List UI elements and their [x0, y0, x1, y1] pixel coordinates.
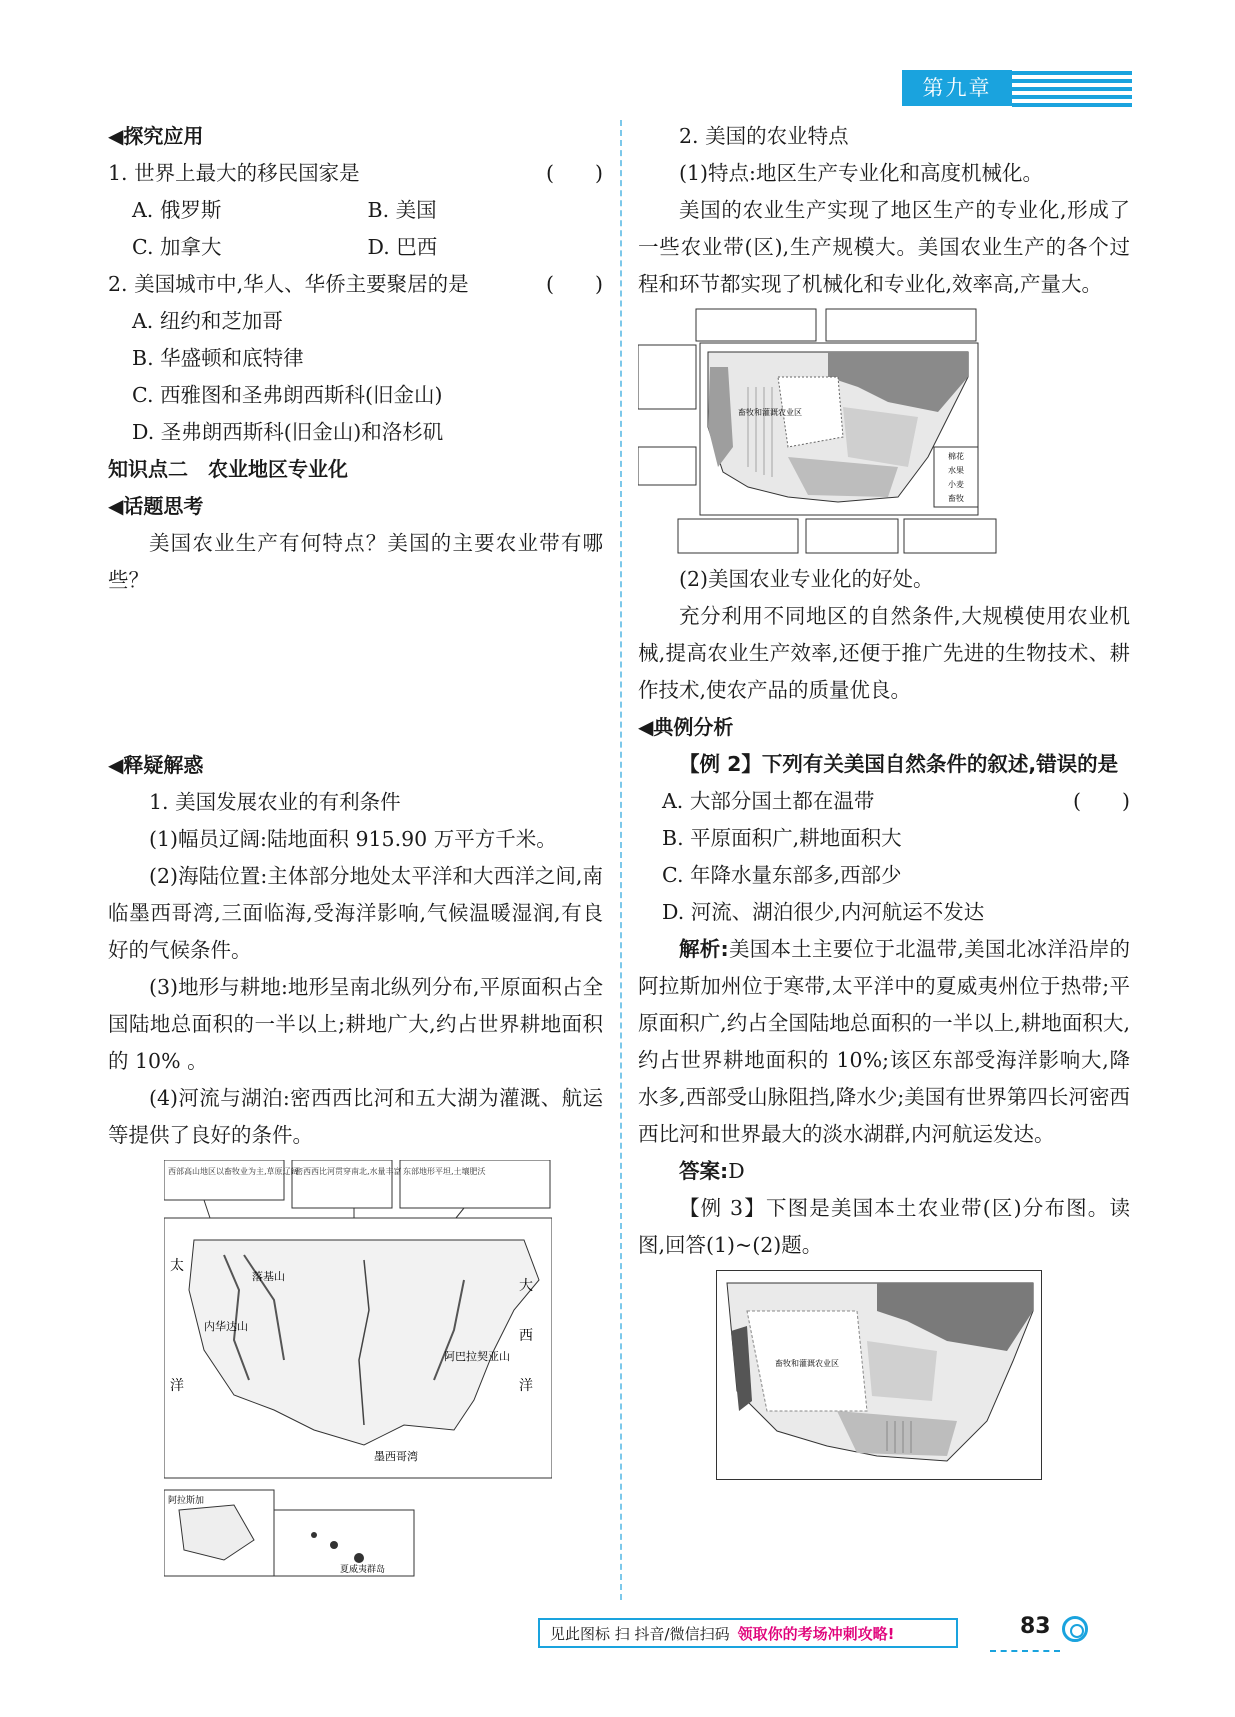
- footer-banner: 见此图标 扫 抖音/微信扫码 领取你的考场冲刺攻略!: [538, 1618, 958, 1648]
- map1-label-atlantic-3: 洋: [519, 1378, 533, 1394]
- map1-label-atlantic-2: 西: [519, 1328, 533, 1344]
- ex2-option-d: D. 河流、湖泊很少,内河航运不发达: [662, 900, 985, 924]
- q2-option-d: D. 圣弗朗西斯科(旧金山)和洛杉矶: [132, 420, 444, 444]
- section-example: ◀典例分析: [638, 715, 734, 739]
- map1-label-nevada: 内华达山: [204, 1320, 248, 1333]
- map1-label-rocky: 落基山: [252, 1270, 285, 1283]
- right-benefit-heading: (2)美国农业专业化的好处。: [679, 567, 934, 591]
- right-heading-2: 2. 美国的农业特点: [679, 124, 849, 148]
- map1-label-appalachian: 阿巴拉契亚山: [444, 1350, 510, 1363]
- page-ring-icon: [1062, 1616, 1088, 1642]
- page-number: 83: [1020, 1614, 1051, 1639]
- map1-label-pacific-ocean: 洋: [170, 1378, 184, 1394]
- map3-center-label: 畜牧和灌溉农业区: [775, 1359, 839, 1368]
- ex2-option-c: C. 年降水量东部多,西部少: [662, 863, 902, 887]
- us-terrain-map: [164, 1160, 552, 1578]
- answer: 答案:D: [679, 1159, 745, 1183]
- question-1: 1. 世界上最大的移民国家是 ( ): [108, 161, 603, 185]
- explain-1-3: (3)地形与耕地:地形呈南北纵列分布,平原面积占全国陆地总面积的一半以上;耕地广大,约占世界耕地面积的 10% 。: [108, 975, 603, 1073]
- map2-legend-1: 水果: [948, 466, 964, 475]
- map1-note-a: 西部高山地区以畜牧业为主,草原辽阔: [168, 1167, 299, 1176]
- ex2-option-a: A. 大部分国土都在温带: [662, 789, 875, 813]
- left-column: [108, 118, 603, 1578]
- map1-label-pacific: 太: [170, 1258, 184, 1274]
- map1-inset-alaska: 阿拉斯加: [168, 1496, 205, 1506]
- map2-legend-3: 畜牧: [948, 494, 964, 503]
- knowledge-point-2: 知识点二 农业地区专业化: [108, 457, 348, 481]
- section-explain: ◀释疑解惑: [108, 753, 204, 777]
- example-3-stem: 【例 3】下图是美国本土农业带(区)分布图。读图,回答(1)~(2)题。: [638, 1196, 1130, 1257]
- map1-label-atlantic-1: 大: [519, 1278, 533, 1294]
- right-feature: (1)特点:地区生产专业化和高度机械化。: [679, 161, 1043, 185]
- us-agri-belts-map-annotated: [638, 307, 998, 555]
- topic-text: 美国农业生产有何特点？美国的主要农业带有哪些？: [108, 531, 603, 592]
- q2-option-c: C. 西雅图和圣弗朗西斯科(旧金山): [132, 383, 443, 407]
- section-explore: ◀探究应用: [108, 124, 204, 148]
- explain-1: 1. 美国发展农业的有利条件: [149, 790, 401, 814]
- map1-note-b: 密西西比河贯穿南北,水量丰富: [295, 1167, 402, 1176]
- example-2-stem: 【例 2】下列有关美国自然条件的叙述,错误的是 ( ): [679, 752, 1130, 813]
- column-divider: [620, 120, 622, 1600]
- q2-option-a: A. 纽约和芝加哥: [132, 309, 283, 333]
- map1-inset-hawaii: 夏威夷群岛: [340, 1565, 386, 1575]
- explain-1-2: (2)海陆位置:主体部分地处太平洋和大西洋之间,南临墨西哥湾,三面临海,受海洋影响,气候温暖湿润,有良好的气候条件。: [108, 864, 603, 962]
- us-agri-belts-map: [716, 1270, 1042, 1480]
- q1-options-cd: C. 加拿大 D. 巴西: [132, 235, 438, 259]
- right-benefit-text: 充分利用不同地区的自然条件,大规模使用农业机械,提高农业生产效率,还便于推广先进的生物技术、耕作技术,使农产品的质量优良。: [638, 604, 1130, 702]
- q1-options-ab: A. 俄罗斯 B. 美国: [132, 198, 437, 222]
- section-topic: ◀话题思考: [108, 494, 204, 518]
- footer-dash: [990, 1650, 1060, 1652]
- map2-legend-0: 棉花: [948, 452, 964, 461]
- q2-option-b: B. 华盛顿和底特律: [132, 346, 304, 370]
- ex2-option-b: B. 平原面积广,耕地面积大: [662, 826, 902, 850]
- explain-1-1: (1)幅员辽阔:陆地面积 915.90 万平方千米。: [149, 827, 557, 851]
- chapter-stripes: [1012, 68, 1132, 108]
- map2-legend-2: 小麦: [948, 480, 964, 489]
- right-feature-text: 美国的农业生产实现了地区生产的专业化,形成了一些农业带(区),生产规模大。美国农业生产的各个过程和环节都实现了机械化和专业化,效率高,产量大。: [638, 198, 1130, 296]
- map1-label-gulf: 墨西哥湾: [374, 1450, 418, 1463]
- question-2: 2. 美国城市中,华人、华侨主要聚居的是 ( ): [108, 272, 603, 296]
- right-column: [638, 118, 1130, 1480]
- chapter-tag: 第九章: [902, 70, 1012, 106]
- map2-center-label: 畜牧和灌溉农业区: [738, 408, 802, 417]
- map1-note-c: 东部地形平坦,土壤肥沃: [403, 1167, 486, 1176]
- blank-space: [108, 599, 603, 747]
- analysis: 解析:美国本土主要位于北温带,美国北冰洋沿岸的阿拉斯加州位于寒带,太平洋中的夏威夷州位于热带;平原面积广,约占全国陆地总面积的一半以上,耕地面积大,约占世界耕地面积的 10%;该区东部受海洋影响大,降水多,西部受山脉阻挡,降水少;美国有世界第四长河密西西比河和世界最大的淡水湖群,内河航运发达。: [638, 937, 1131, 1146]
- explain-1-4: (4)河流与湖泊:密西西比河和五大湖为灌溉、航运等提供了良好的条件。: [108, 1086, 603, 1147]
